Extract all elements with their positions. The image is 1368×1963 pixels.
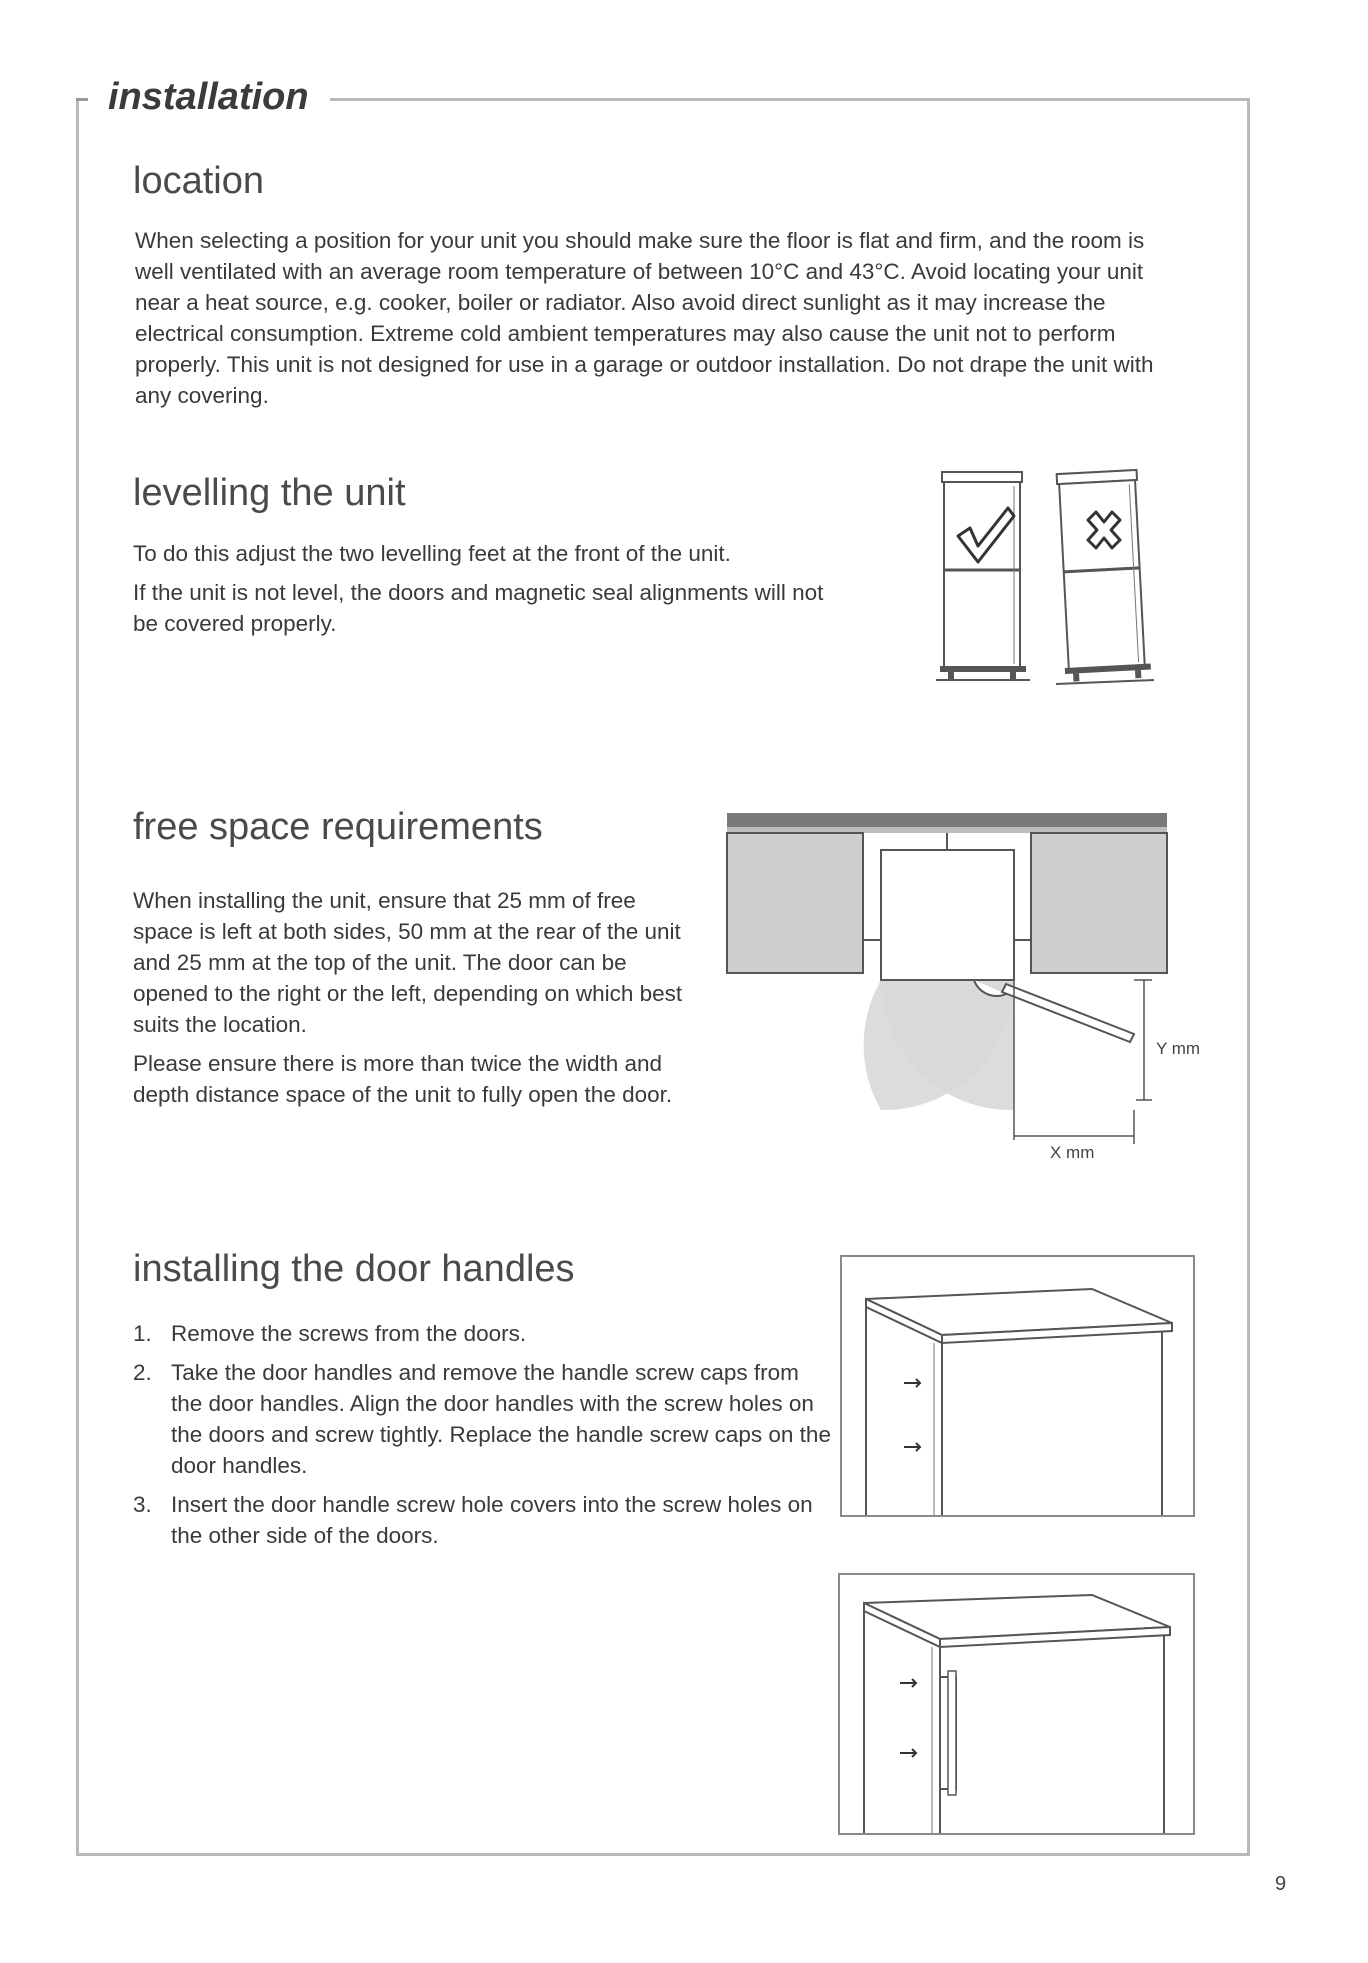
free-space-paragraph-2: Please ensure there is more than twice the width and depth distance space of the unit to fully open the door. (133, 1051, 673, 1107)
unit-outline (881, 850, 1014, 980)
section-title: installation (108, 76, 309, 118)
door-handles-figure-1 (840, 1255, 1195, 1517)
step-text: Remove the screws from the doors. (171, 1321, 527, 1346)
levelling-heading: levelling the unit (133, 472, 406, 514)
y-dimension-label: Y mm (1156, 1039, 1201, 1058)
location-text (135, 225, 1185, 411)
wall (727, 813, 1167, 827)
frame-top-rule (330, 98, 1250, 101)
levelling-paragraph-2: If the unit is not level, the doors and magnetic seal alignments will not be covered properly. (133, 580, 824, 636)
free-space-diagram (724, 810, 1224, 1170)
tilted-fridge (1055, 470, 1152, 682)
step-number: 3. (133, 1492, 152, 1517)
door-handle (940, 1671, 956, 1795)
page-number: 9 (1275, 1873, 1287, 1895)
step-text: Insert the door handle screw hole covers into the screw holes on the other side of the doors. (171, 1492, 813, 1548)
steps-list (133, 1318, 833, 1551)
step-item (133, 1489, 833, 1551)
location-paragraph: When selecting a position for your unit you should make sure the floor is flat and firm, and the room is well ventilated with an average room temperature of between 10°C and 43°C. Avoid locating your unit near a heat source, e.g. cooker, boiler or radiator. Also avoid direct sunlight as it may increase the electrical consumption. Extreme cold ambient temperatures may also cause the unit not to perform properly. This unit is not designed for use in a garage or outdoor installation. Do not drape the unit with any covering. (135, 228, 1154, 408)
door-handles-figure-2 (838, 1573, 1195, 1835)
door-handles-steps (133, 1318, 833, 1559)
step-number: 2. (133, 1360, 152, 1385)
level-fridge (936, 472, 1030, 680)
open-door (1002, 984, 1134, 1042)
step-number: 1. (133, 1321, 152, 1346)
right-cabinet (1031, 833, 1167, 973)
free-space-text (133, 885, 688, 1110)
free-space-paragraph-1: When installing the unit, ensure that 25 mm of free space is left at both sides, 50 mm at the rear of the unit and 25 mm at the top of the unit. The door can be opened to the right or the left, depending on which best suits the location. (133, 888, 683, 1037)
free-space-heading: free space requirements (133, 806, 543, 848)
levelling-paragraph-1: To do this adjust the two levelling feet at the front of the unit. (133, 541, 731, 566)
location-heading: location (133, 160, 264, 202)
levelling-figure (930, 466, 1170, 696)
step-item (133, 1318, 833, 1349)
frame-corner (76, 98, 88, 101)
step-item (133, 1357, 833, 1481)
x-dimension-label: X mm (1050, 1143, 1095, 1162)
levelling-text (133, 538, 833, 639)
door-handles-heading: installing the door handles (133, 1248, 575, 1290)
left-cabinet (727, 833, 863, 973)
step-text: Take the door handles and remove the handle screw caps from the door handles. Align the door handles with the screw holes on the doors and screw tightly. Replace the handle screw caps on the door handles. (171, 1360, 831, 1478)
